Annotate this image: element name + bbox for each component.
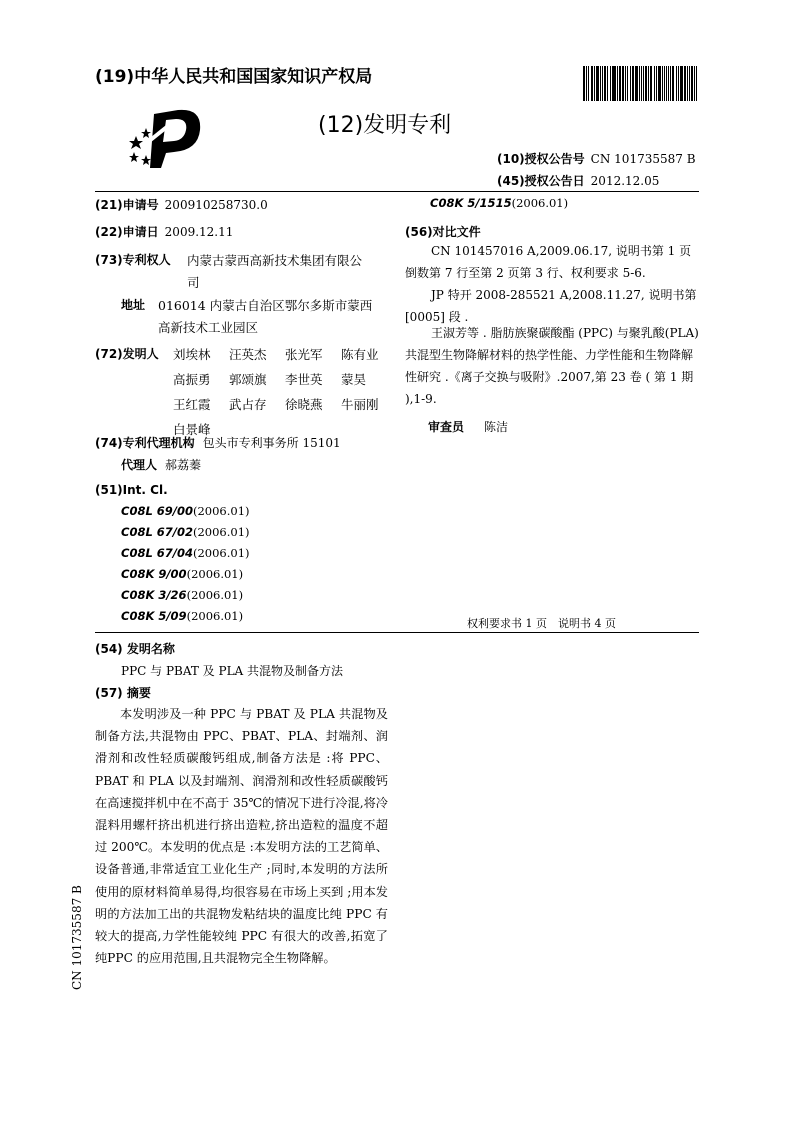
barcode-bar: [594, 66, 595, 101]
ipc-code: C08K 9/00: [121, 567, 187, 581]
inventor-name: 汪英杰: [229, 347, 267, 362]
barcode-bar: [648, 66, 649, 101]
barcode-bar: [687, 66, 688, 101]
ipc-version: (2006.01): [192, 546, 250, 560]
inventor-name: 刘埃林: [173, 347, 211, 362]
barcode-bar: [668, 66, 669, 101]
patent-agency-value: 包头市专利事务所 15101: [202, 436, 341, 450]
ipc-code: C08L 67/02: [121, 525, 193, 539]
intcl-label: (51)Int. Cl.: [95, 483, 168, 497]
barcode-bar: [602, 66, 603, 101]
patent-agent-label: 代理人: [121, 458, 158, 472]
sipo-logo-icon: [128, 108, 208, 170]
address-label: 地址: [121, 298, 146, 312]
barcode-bar: [588, 66, 589, 101]
ipc-code: C08K 5/09: [121, 609, 187, 623]
barcode-bar: [591, 66, 593, 101]
invention-title: PPC 与 PBAT 及 PLA 共混物及制备方法: [121, 664, 344, 678]
barcode-bar: [630, 66, 631, 101]
barcode-bar: [680, 66, 683, 101]
pages-note: 权利要求书 1 页 说明书 4 页: [467, 617, 616, 630]
biblio-divider: [95, 632, 699, 633]
reference-1: CN 101457016 A,2009.06.17, 说明书第 1 页倒数第 7 行至第 2 页第 3 行、权利要求 5-6.: [405, 244, 692, 280]
application-number-value: 200910258730.0: [164, 198, 268, 212]
barcode-bar: [625, 66, 626, 101]
barcode-bar: [613, 66, 616, 101]
inventor-name: 牛丽刚: [341, 397, 379, 412]
grant-date-value: 2012.12.05: [590, 174, 660, 188]
application-number: [95, 196, 268, 213]
patent-agency: [95, 434, 341, 451]
abstract-label: (57) 摘要: [95, 686, 151, 700]
barcode-bar: [600, 66, 601, 101]
patentee-line-1: 内蒙古蒙西高新技术集团有限公: [187, 253, 363, 268]
barcode-bar: [635, 66, 638, 101]
barcode-bar: [610, 66, 611, 101]
inventor-name: 蒙昊: [341, 372, 367, 387]
barcode-bar: [583, 66, 585, 101]
barcode-bar: [670, 66, 671, 101]
barcode-bar: [676, 66, 677, 101]
barcode-bar: [641, 66, 642, 101]
ipc-version: (2006.01): [186, 588, 244, 602]
application-date: [95, 223, 233, 240]
header-divider: [95, 191, 699, 192]
barcode-bar: [666, 66, 668, 101]
patent-agency-label: (74)专利代理机构: [95, 436, 195, 450]
ipc-class: [430, 196, 568, 210]
references-label: (56)对比文件: [405, 225, 481, 239]
barcode-bar: [656, 66, 657, 101]
barcode-bar: [627, 66, 628, 101]
barcode-bar: [696, 66, 697, 101]
abstract-text: 本发明涉及一种 PPC 与 PBAT 及 PLA 共混物及制备方法,共混物由 PPC、PBAT、PLA、封端剂、润滑剂和改性轻质碳酸钙组成,制备方法是 :将 PPC、PBAT 和 PLA 以及封端剂、润滑剂和改性轻质碳酸钙在高速搅拌机中在不高于 35℃的情况下进行冷混,将冷混料用螺杆挤出机进行挤出造粒,挤出造粒的温度不超过 200℃。本发明的优点是 :本发明方法的工艺简单、设备普通,非常适宜工业化生产 ;同时,本发明的方法所使用的原材料简单易得,均很容易在市场上买到 ;用本发明的方法加工出的共混物发粘结块的温度比纯 PPC 有较大的提高,力学性能较纯 PPC 有很大的改善,拓宽了纯PPC 的应用范围,且共混物完全生物降解。: [95, 707, 388, 966]
inventor-name: 王红霞: [173, 397, 211, 412]
examiner: [428, 418, 508, 435]
barcode-bar: [658, 66, 661, 101]
barcode-bar: [632, 66, 634, 101]
barcode-bar: [604, 66, 606, 101]
examiner-value: 陈洁: [484, 420, 509, 434]
address-line-1: 016014 内蒙古自治区鄂尔多斯市蒙西: [158, 298, 373, 313]
barcode: [583, 66, 699, 101]
barcode-bar: [650, 66, 652, 101]
barcode-bar: [639, 66, 640, 101]
ipc-version: (2006.01): [192, 504, 250, 518]
barcode-bar: [622, 66, 624, 101]
barcode-bar: [678, 66, 679, 101]
barcode-bar: [662, 66, 663, 101]
examiner-label: 审查员: [428, 420, 465, 434]
grant-number: [497, 150, 696, 167]
barcode-bar: [612, 66, 613, 101]
barcode-bar: [689, 66, 690, 101]
reference-3: 王淑芳等 . 脂肪族聚碳酸酯 (PPC) 与聚乳酸(PLA) 共混型生物降解材料的热学性能、力学性能和生物降解性研究 .《离子交换与吸附》.2007,第 23 卷 ( 第 1 期 ),1-9.: [405, 326, 699, 406]
ipc-code: C08K 3/26: [121, 588, 187, 602]
document-type: (12)发明专利: [318, 113, 452, 138]
application-number-label: (21)申请号: [95, 198, 159, 212]
title-label: (54) 发明名称: [95, 642, 175, 656]
ipc-class: [121, 567, 243, 581]
barcode-bar: [664, 66, 665, 101]
ipc-class: [121, 525, 250, 539]
office-name: (19)中华人民共和国国家知识产权局: [95, 67, 373, 87]
barcode-bar: [691, 66, 693, 101]
vertical-publication-id: CN 101735587 B: [70, 885, 84, 990]
inventor-name: 高振勇: [173, 372, 211, 387]
ipc-code: C08K 5/1515: [430, 196, 512, 210]
inventor-name: 白景峰: [173, 422, 211, 437]
application-date-label: (22)申请日: [95, 225, 159, 239]
ipc-version: (2006.01): [186, 567, 244, 581]
patentee-label: (73)专利权人: [95, 253, 171, 267]
ipc-class: [121, 504, 250, 518]
inventor-name: 徐晓燕: [285, 397, 323, 412]
ipc-code: C08L 67/04: [121, 546, 193, 560]
ipc-version: (2006.01): [186, 609, 244, 623]
patent-agent-value: 郝荔蓁: [165, 458, 202, 472]
ipc-class: [121, 609, 243, 623]
ipc-class: [121, 588, 243, 602]
barcode-bar: [645, 66, 647, 101]
barcode-bar: [672, 66, 674, 101]
reference-2: JP 特开 2008-285521 A,2008.11.27, 说明书第 [0005] 段 .: [405, 288, 697, 324]
barcode-bar: [654, 66, 655, 101]
barcode-bar: [684, 66, 686, 101]
inventors-list: [173, 345, 397, 438]
patent-agent: [121, 456, 201, 473]
barcode-bar: [596, 66, 599, 101]
application-date-value: 2009.12.11: [164, 225, 234, 239]
barcode-bar: [619, 66, 621, 101]
barcode-bar: [617, 66, 618, 101]
ipc-version: (2006.01): [192, 525, 250, 539]
inventor-name: 郭颂旗: [229, 372, 267, 387]
barcode-bar: [607, 66, 608, 101]
address-line-2: 高新技术工业园区: [158, 320, 259, 335]
ipc-class: [121, 546, 250, 560]
inventor-name: 武占存: [229, 397, 267, 412]
inventor-name: 陈有业: [341, 347, 379, 362]
barcode-bar: [643, 66, 644, 101]
inventors-label: (72)发明人: [95, 347, 159, 361]
ipc-code: C08L 69/00: [121, 504, 193, 518]
barcode-bar: [586, 66, 587, 101]
inventor-name: 李世英: [285, 372, 323, 387]
grant-number-label: (10)授权公告号: [497, 152, 585, 166]
grant-number-value: CN 101735587 B: [590, 152, 696, 166]
barcode-bar: [694, 66, 695, 101]
patentee-line-2: 司: [187, 275, 200, 290]
inventor-name: 张光军: [285, 347, 323, 362]
ipc-version: (2006.01): [511, 196, 569, 210]
grant-date-label: (45)授权公告日: [497, 174, 585, 188]
grant-date: [497, 172, 659, 189]
